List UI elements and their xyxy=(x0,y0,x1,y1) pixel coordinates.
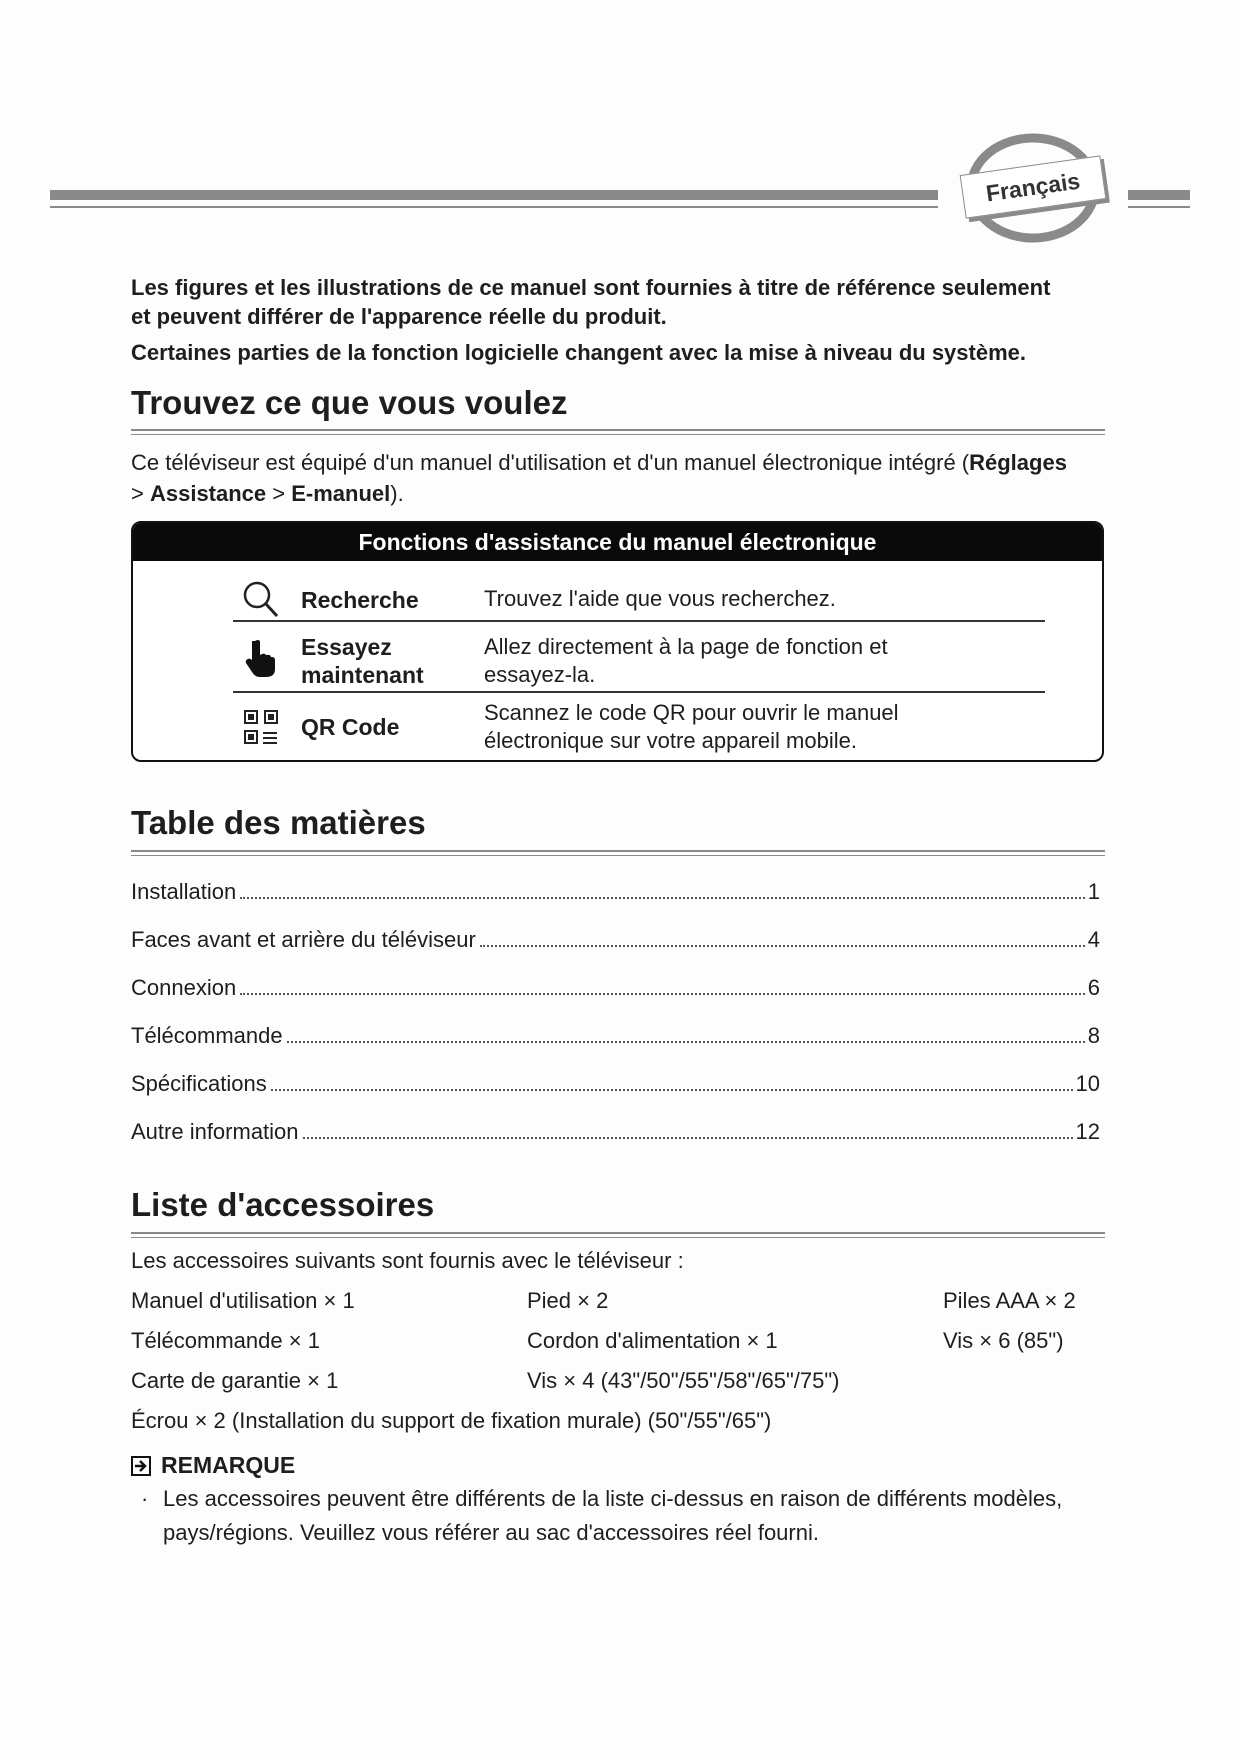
toc-item-label: Autre information xyxy=(131,1119,299,1144)
path-assistance: Assistance xyxy=(149,481,267,506)
toc-item[interactable] xyxy=(131,925,1100,955)
accessory-item: Pied × 2 xyxy=(527,1288,609,1313)
feature-desc: Allez directement à la page de fonction et essayez-la. xyxy=(484,634,888,687)
toc-title: Table des matières xyxy=(131,804,426,841)
intro-line-2: Certaines parties de la fonction logicielle changent avec la mise à niveau du système. xyxy=(131,340,1026,365)
find-description: Ce téléviseur est équipé d'un manuel d'utilisation et d'un manuel électronique intégré (Réglages > Assistance > E-manuel). xyxy=(131,450,1067,506)
toc-item-label: Connexion xyxy=(131,975,237,1000)
header-band-right xyxy=(1128,190,1190,200)
toc-leader xyxy=(480,945,1085,947)
toc-item[interactable] xyxy=(131,973,1100,1003)
toc-leader xyxy=(240,993,1085,995)
header-band-right-thin xyxy=(1128,206,1190,208)
feature-desc: Scannez le code QR pour ouvrir le manuel électronique sur votre appareil mobile. xyxy=(484,700,899,753)
toc-item-label: Faces avant et arrière du téléviseur xyxy=(131,927,476,952)
toc-item-label: Télécommande xyxy=(131,1023,283,1048)
toc-item-label: Spécifications xyxy=(131,1071,267,1096)
accessory-item: Piles AAA × 2 xyxy=(943,1288,1076,1313)
header-band-left-thin xyxy=(50,206,938,208)
emanual-features-box xyxy=(131,521,1104,762)
toc-item-page: 4 xyxy=(1087,927,1100,952)
feature-row-try-now xyxy=(233,627,1045,693)
feature-name: Recherche xyxy=(301,587,419,613)
accessories-title-rule-2 xyxy=(131,1237,1105,1238)
note-text: · Les accessoires peuvent être différents de la liste ci-dessus en raison de différents modèles, pays/régions. Veuillez vous référer au sac d'accessoires réel fourni. xyxy=(141,1482,1083,1550)
features-box-title: Fonctions d'assistance du manuel électronique xyxy=(133,523,1102,561)
accessories-title: Liste d'accessoires xyxy=(131,1186,435,1223)
feature-separator xyxy=(233,620,1045,622)
accessory-item: Vis × 6 (85") xyxy=(943,1328,1064,1353)
accessory-item: Vis × 4 (43"/50"/55"/58"/65"/75") xyxy=(527,1368,840,1393)
accessory-item: Manuel d'utilisation × 1 xyxy=(131,1288,355,1313)
feature-separator xyxy=(233,691,1045,693)
toc-item[interactable] xyxy=(131,877,1100,907)
toc-leader xyxy=(271,1089,1073,1091)
hand-pointer-icon xyxy=(241,637,281,679)
feature-desc: Trouvez l'aide que vous recherchez. xyxy=(484,586,836,611)
search-icon xyxy=(241,579,281,621)
toc-item-page: 6 xyxy=(1087,975,1100,1000)
intro-line-1: Les figures et les illustrations de ce manuel sont fournies à titre de référence seulement et peuvent différer de l'apparence réelle du produit. xyxy=(131,275,1051,329)
feature-name: Essayez maintenant xyxy=(301,634,424,688)
toc-item-page: 8 xyxy=(1087,1023,1100,1048)
toc-leader xyxy=(287,1041,1085,1043)
note-arrow-icon xyxy=(131,1456,151,1476)
accessories-title-rule xyxy=(131,1232,1105,1234)
toc-item[interactable] xyxy=(131,1021,1100,1051)
accessory-extra: Écrou × 2 (Installation du support de fixation murale) (50"/55"/65") xyxy=(131,1408,772,1433)
find-title: Trouvez ce que vous voulez xyxy=(131,384,568,421)
accessory-item: Carte de garantie × 1 xyxy=(131,1368,339,1393)
toc-item[interactable] xyxy=(131,1117,1100,1147)
feature-row-qr-code xyxy=(233,697,1045,757)
toc-item-page: 12 xyxy=(1075,1119,1100,1144)
path-reglages: Réglages xyxy=(969,450,1067,475)
toc-item-page: 10 xyxy=(1075,1071,1100,1096)
path-emanuel: E-manuel xyxy=(291,481,391,506)
toc-title-rule-2 xyxy=(131,855,1105,856)
toc-item-label: Installation xyxy=(131,879,237,904)
find-title-rule xyxy=(131,429,1105,431)
toc-leader xyxy=(240,897,1085,899)
accessory-item: Cordon d'alimentation × 1 xyxy=(527,1328,778,1353)
language-label: Français xyxy=(984,167,1082,206)
feature-name: QR Code xyxy=(301,714,400,740)
find-title-rule-2 xyxy=(131,434,1105,435)
toc-item[interactable] xyxy=(131,1069,1100,1099)
note-header xyxy=(131,1452,295,1479)
toc-title-rule xyxy=(131,850,1105,852)
accessories-intro: Les accessoires suivants sont fournis avec le téléviseur : xyxy=(131,1248,684,1273)
header-band-left xyxy=(50,190,938,200)
toc-item-page: 1 xyxy=(1087,879,1100,904)
note-title: REMARQUE xyxy=(161,1452,296,1478)
qr-code-icon xyxy=(241,707,281,749)
accessory-item: Télécommande × 1 xyxy=(131,1328,320,1353)
toc-leader xyxy=(303,1137,1073,1139)
